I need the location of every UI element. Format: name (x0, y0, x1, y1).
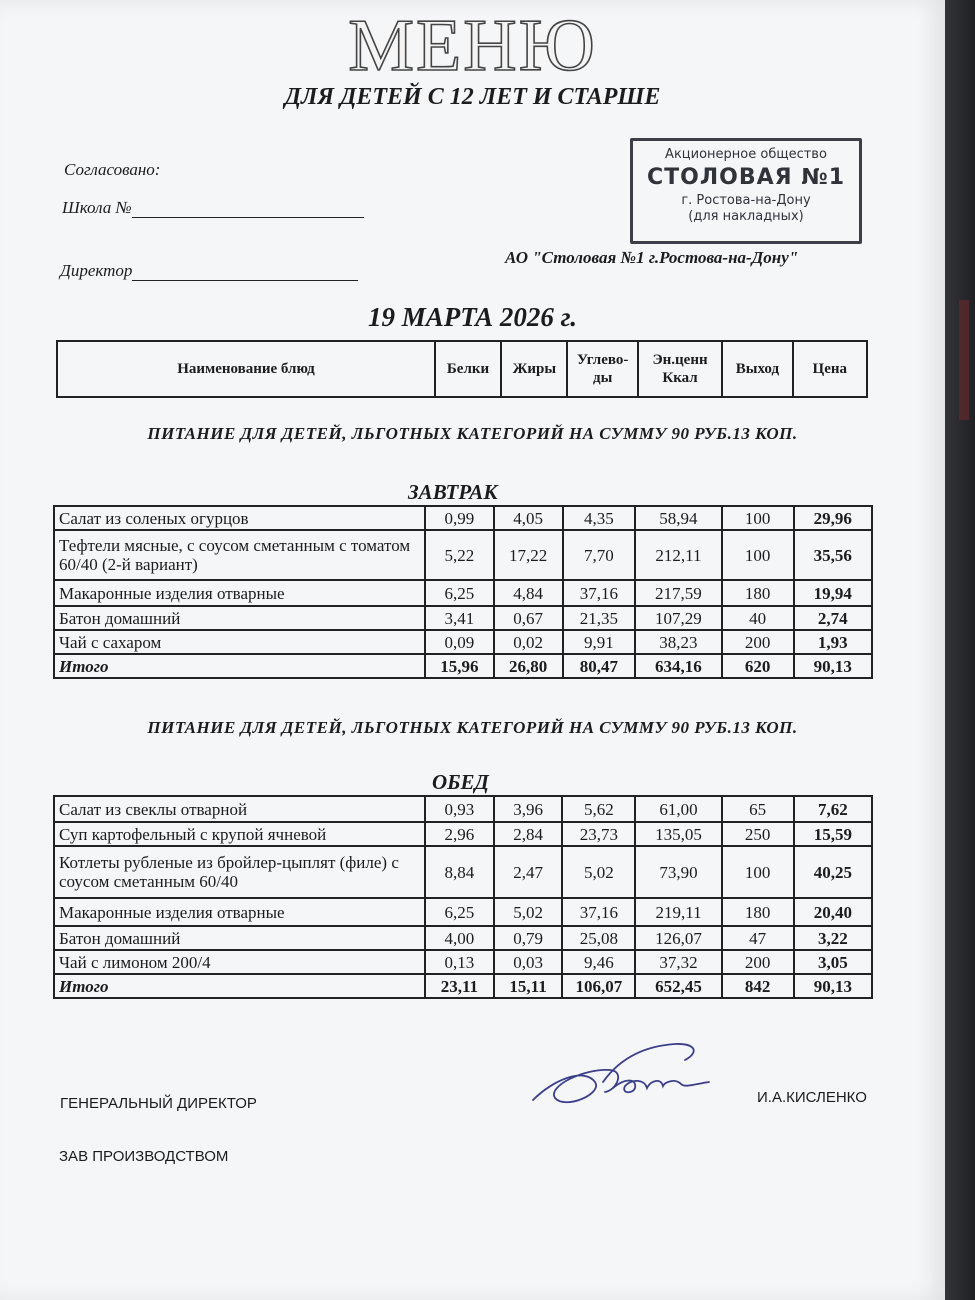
meal-title-breakfast: ЗАВТРАК (408, 480, 498, 504)
dish-name: Итого (54, 974, 425, 998)
energy-value: 212,11 (635, 530, 721, 580)
col-energy: Эн.ценн Ккал (638, 341, 722, 397)
price-value: 1,93 (794, 630, 872, 654)
col-price: Цена (793, 341, 867, 397)
fat-value: 15,11 (494, 974, 563, 998)
output-value: 842 (722, 974, 794, 998)
table-row (54, 506, 872, 530)
output-value: 250 (722, 822, 794, 846)
fat-value: 2,84 (494, 822, 563, 846)
company-stamp (630, 138, 862, 244)
production-head-label: ЗАВ ПРОИЗВОДСТВОМ (59, 1148, 229, 1165)
table-row (54, 898, 872, 926)
director-field (60, 261, 358, 281)
carbs-value: 21,35 (563, 606, 636, 630)
approval-label: Согласовано: (64, 160, 161, 179)
energy-value: 126,07 (635, 926, 721, 950)
dish-name: Итого (54, 654, 425, 678)
school-label: Школа № (62, 198, 132, 217)
energy-value: 61,00 (635, 796, 721, 822)
fat-value: 17,22 (494, 530, 563, 580)
output-value: 65 (722, 796, 794, 822)
protein-value: 0,99 (425, 506, 494, 530)
protein-value: 2,96 (425, 822, 494, 846)
total-row (54, 654, 872, 678)
carbs-value: 80,47 (563, 654, 636, 678)
price-value: 7,62 (794, 796, 872, 822)
col-carbs: Углево- ды (567, 341, 637, 397)
dish-name: Котлеты рубленые из бройлер-цыплят (филе) с соусом сметанным 60/40 (54, 846, 425, 898)
table-row (54, 926, 872, 950)
output-value: 200 (722, 950, 794, 974)
carbs-value: 23,73 (562, 822, 635, 846)
dish-name: Салат из свеклы отварной (54, 796, 425, 822)
energy-value: 217,59 (635, 580, 721, 606)
protein-value: 4,00 (425, 926, 494, 950)
fat-value: 26,80 (494, 654, 563, 678)
carbs-value: 7,70 (563, 530, 636, 580)
col-name: Наименование блюд (57, 341, 435, 397)
dish-name: Батон домашний (54, 926, 425, 950)
price-value: 90,13 (794, 654, 872, 678)
carbs-value: 25,08 (562, 926, 635, 950)
protein-value: 5,22 (425, 530, 494, 580)
energy-value: 652,45 (635, 974, 721, 998)
fat-value: 4,05 (494, 506, 563, 530)
dish-name: Чай с сахаром (54, 630, 425, 654)
protein-value: 6,25 (425, 898, 494, 926)
carbs-value: 9,46 (562, 950, 635, 974)
protein-value: 23,11 (425, 974, 494, 998)
output-value: 47 (722, 926, 794, 950)
dish-name: Чай с лимоном 200/4 (54, 950, 425, 974)
table-row (54, 846, 872, 898)
table-row (54, 630, 872, 654)
output-value: 180 (722, 898, 794, 926)
stamp-line-1: Акционерное общество (665, 147, 827, 162)
director-name: И.А.КИСЛЕНКО (757, 1089, 867, 1106)
energy-value: 634,16 (635, 654, 721, 678)
total-row (54, 974, 872, 998)
fat-value: 0,79 (494, 926, 563, 950)
output-value: 100 (722, 530, 794, 580)
output-value: 100 (722, 846, 794, 898)
output-value: 40 (722, 606, 794, 630)
dish-name: Салат из соленых огурцов (54, 506, 425, 530)
menu-date: 19 МАРТА 2026 г. (368, 302, 577, 332)
output-value: 100 (722, 506, 794, 530)
energy-value: 135,05 (635, 822, 721, 846)
fat-value: 5,02 (494, 898, 563, 926)
protein-value: 8,84 (425, 846, 494, 898)
signature (525, 1038, 735, 1118)
fat-value: 3,96 (494, 796, 563, 822)
output-value: 620 (722, 654, 794, 678)
table-row (54, 580, 872, 606)
stamp-line-2: СТОЛОВАЯ №1 (647, 165, 845, 190)
price-value: 3,05 (794, 950, 872, 974)
dish-name: Батон домашний (54, 606, 425, 630)
lunch-table (53, 795, 873, 999)
table-row (54, 796, 872, 822)
document-title: МЕНЮ (348, 5, 597, 87)
table-row (54, 950, 872, 974)
energy-value: 37,32 (635, 950, 721, 974)
protein-value: 15,96 (425, 654, 494, 678)
carbs-value: 5,02 (562, 846, 635, 898)
price-value: 35,56 (794, 530, 872, 580)
document-subtitle: ДЛЯ ДЕТЕЙ С 12 ЛЕТ И СТАРШЕ (284, 84, 661, 110)
carbs-value: 5,62 (562, 796, 635, 822)
column-header-table (56, 340, 868, 398)
section-heading-breakfast: ПИТАНИЕ ДЛЯ ДЕТЕЙ, ЛЬГОТНЫХ КАТЕГОРИЙ НА СУММУ 90 РУБ.13 КОП. (147, 424, 798, 443)
background-accent (959, 300, 969, 420)
meal-title-lunch: ОБЕД (432, 770, 489, 794)
protein-value: 0,13 (425, 950, 494, 974)
table-row (54, 606, 872, 630)
col-fat: Жиры (501, 341, 567, 397)
protein-value: 6,25 (425, 580, 494, 606)
section-heading-lunch: ПИТАНИЕ ДЛЯ ДЕТЕЙ, ЛЬГОТНЫХ КАТЕГОРИЙ НА СУММУ 90 РУБ.13 КОП. (147, 718, 798, 737)
breakfast-table (53, 505, 873, 679)
fat-value: 0,67 (494, 606, 563, 630)
energy-value: 107,29 (635, 606, 721, 630)
price-value: 19,94 (794, 580, 872, 606)
price-value: 90,13 (794, 974, 872, 998)
dish-name: Тефтели мясные, с соусом сметанным с томатом 60/40 (2-й вариант) (54, 530, 425, 580)
director-label: Директор (60, 261, 133, 280)
protein-value: 0,09 (425, 630, 494, 654)
output-value: 180 (722, 580, 794, 606)
price-value: 2,74 (794, 606, 872, 630)
carbs-value: 9,91 (563, 630, 636, 654)
price-value: 20,40 (794, 898, 872, 926)
table-row (54, 530, 872, 580)
carbs-value: 37,16 (562, 898, 635, 926)
fat-value: 4,84 (494, 580, 563, 606)
stamp-line-3: г. Ростова-на-Дону (681, 193, 811, 208)
price-value: 3,22 (794, 926, 872, 950)
fat-value: 0,02 (494, 630, 563, 654)
dish-name: Макаронные изделия отварные (54, 580, 425, 606)
director-line (132, 280, 358, 281)
carbs-value: 106,07 (562, 974, 635, 998)
energy-value: 58,94 (635, 506, 721, 530)
organization-name: АО "Столовая №1 г.Ростова-на-Дону" (505, 248, 799, 267)
price-value: 40,25 (794, 846, 872, 898)
school-field (62, 198, 364, 218)
carbs-value: 4,35 (563, 506, 636, 530)
energy-value: 73,90 (635, 846, 721, 898)
price-value: 29,96 (794, 506, 872, 530)
fat-value: 2,47 (494, 846, 563, 898)
stamp-line-4: (для накладных) (688, 209, 804, 224)
carbs-value: 37,16 (563, 580, 636, 606)
general-director-label: ГЕНЕРАЛЬНЫЙ ДИРЕКТОР (60, 1095, 257, 1112)
energy-value: 38,23 (635, 630, 721, 654)
dish-name: Суп картофельный с крупой ячневой (54, 822, 425, 846)
school-line (132, 217, 364, 218)
output-value: 200 (722, 630, 794, 654)
price-value: 15,59 (794, 822, 872, 846)
table-row (54, 822, 872, 846)
col-output: Выход (722, 341, 792, 397)
energy-value: 219,11 (635, 898, 721, 926)
protein-value: 0,93 (425, 796, 494, 822)
protein-value: 3,41 (425, 606, 494, 630)
dish-name: Макаронные изделия отварные (54, 898, 425, 926)
fat-value: 0,03 (494, 950, 563, 974)
col-protein: Белки (435, 341, 501, 397)
